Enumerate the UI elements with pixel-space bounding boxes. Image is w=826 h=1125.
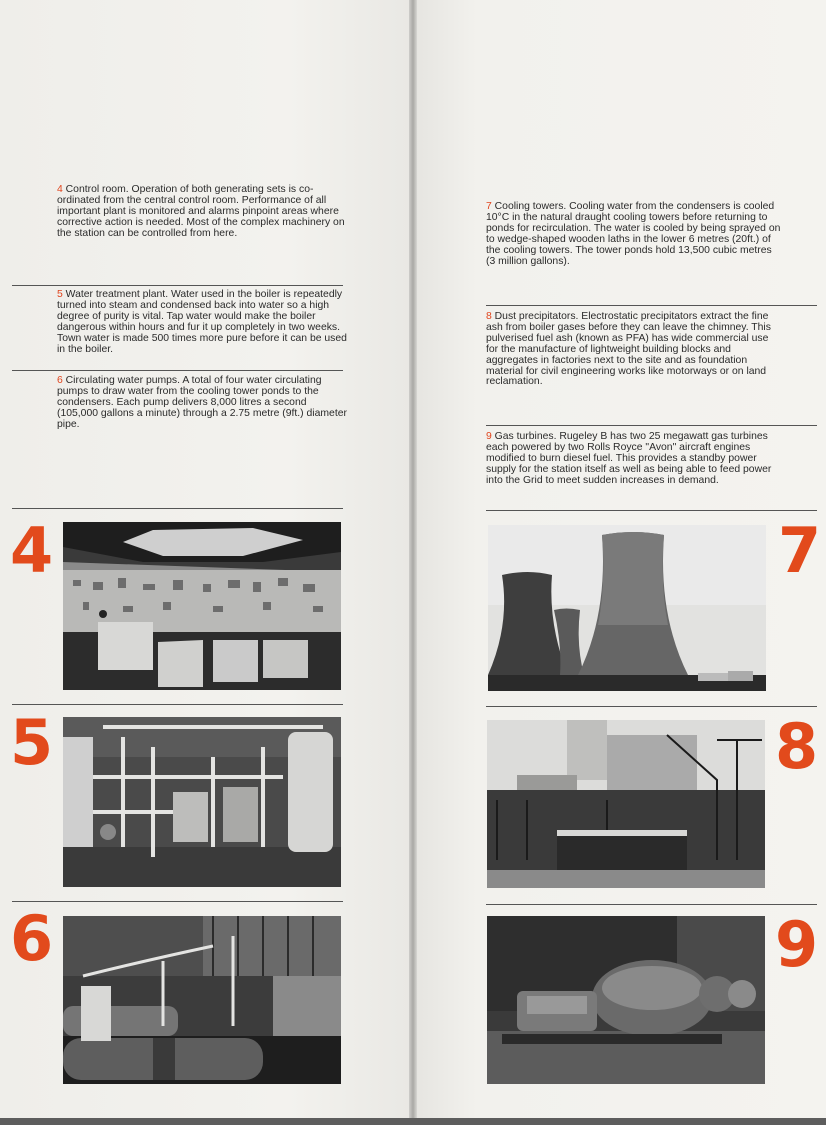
divider [486, 510, 817, 511]
caption-9 [486, 432, 781, 487]
caption-5 [57, 290, 347, 355]
caption-8 [486, 312, 781, 388]
caption-text: Dust precipitators. Electrostatic precipitators extract the fine ash from boiler gases before they can leave the chimney. This pulverised fuel ash (known as PFA) has wide commercial use for the manufacture of lightweight building blocks and aggregates in factories next to the site and as foundation material for civil engineering works like motorways or on land reclamation. [486, 311, 771, 388]
photo-number-5: 5 [10, 706, 54, 779]
caption-7 [486, 202, 781, 267]
caption-text: Gas turbines. Rugeley B has two 25 megawatt gas turbines each powered by two Rolls Royce "Avon" aircraft engines modified to burn diesel fuel. This provides a standby power supply for the station itself as well as being able to feed power into the Grid to meet sudden increases in demand. [486, 431, 772, 486]
caption-number: 5 [57, 289, 63, 300]
caption-number: 7 [486, 201, 492, 212]
photo-number-9: 9 [775, 908, 819, 981]
caption-number: 8 [486, 311, 492, 322]
caption-text: Cooling towers. Cooling water from the condensers is cooled 10°C in the natural draught cooling towers before returning to ponds for recirculation. The water is cooled by being sprayed on to wedge-shaped wooden laths in the lower 6 metres (20ft.) of the cooling towers. The tower ponds hold 13,500 cubic metres (3 million gallons). [486, 201, 781, 267]
divider [486, 904, 817, 905]
divider [486, 425, 817, 426]
photo-number-8: 8 [775, 710, 819, 783]
photo-number-6: 6 [10, 902, 54, 975]
caption-text: Control room. Operation of both generating sets is co-ordinated from the central control room. Performance of all important plant is monitored and alarms pinpoint areas where corrective action is needed. Most of the complex machinery on the station can be controlled from here. [57, 184, 345, 239]
cooling-towers-photo [488, 525, 766, 691]
divider [486, 305, 817, 306]
caption-number: 6 [57, 375, 63, 386]
caption-6 [57, 376, 347, 431]
book-spine [409, 0, 417, 1118]
pumps-photo [63, 916, 341, 1084]
caption-text: Circulating water pumps. A total of four water circulating pumps to draw water from the cooling tower ponds to the condensers. Each pump delivers 8,000 litres a second (105,000 gallons a minute) through a 2.75 metre (9ft.) diameter pipe. [57, 375, 347, 430]
divider [12, 285, 343, 286]
divider [12, 901, 343, 902]
photo-number-7: 7 [778, 514, 822, 587]
photo-number-4: 4 [10, 514, 54, 587]
bottom-edge [0, 1118, 826, 1125]
dust-precipitators-photo [487, 720, 765, 888]
water-treatment-photo [63, 717, 341, 887]
control-room-photo [63, 522, 341, 690]
gas-turbines-photo [487, 916, 765, 1084]
caption-number: 9 [486, 431, 492, 442]
caption-4 [57, 185, 347, 240]
divider [12, 370, 343, 371]
divider [12, 508, 343, 509]
caption-number: 4 [57, 184, 63, 195]
divider [486, 706, 817, 707]
divider [12, 704, 343, 705]
caption-text: Water treatment plant. Water used in the boiler is repeatedly turned into steam and condensed back into water so a high degree of purity is vital. Tap water would make the boiler dangerous within hours and fur it up completely in two weeks. Town water is made 500 times more pure before it can be used in the boiler. [57, 289, 347, 355]
